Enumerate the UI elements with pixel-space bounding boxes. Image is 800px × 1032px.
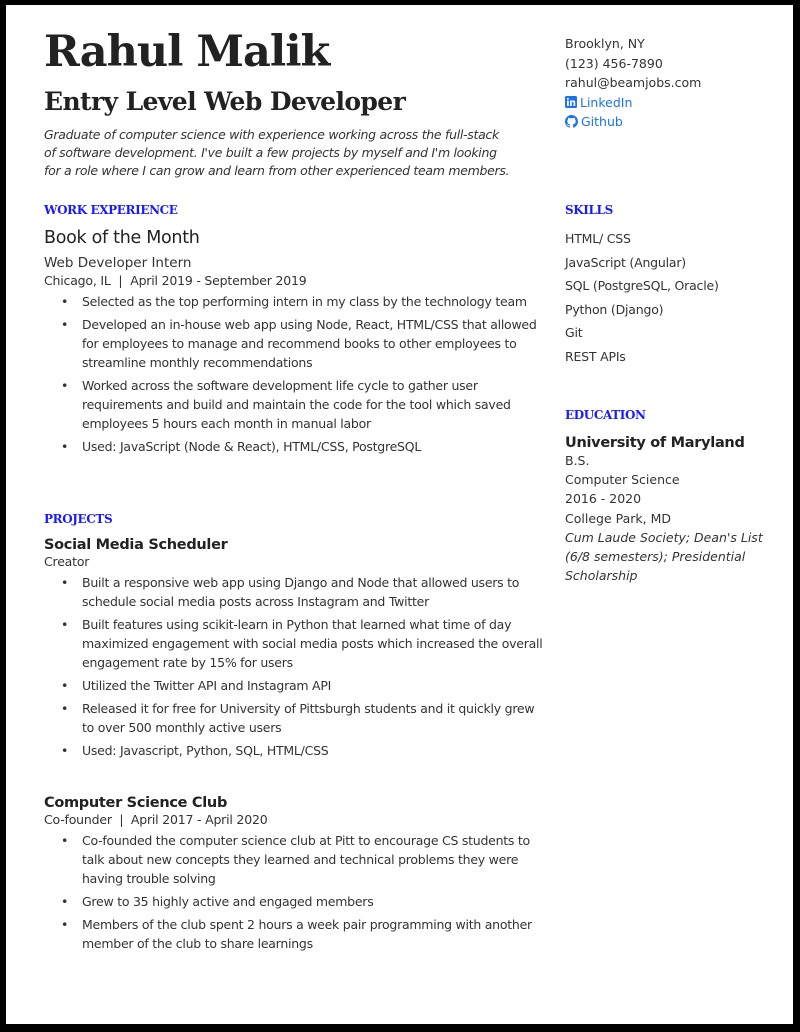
project-name: Computer Science Club (44, 795, 228, 811)
list-item: • Utilized the Twitter API and Instagram API (44, 676, 544, 695)
project-name: Social Media Scheduler (44, 537, 228, 553)
work-experience-heading: WORK EXPERIENCE (44, 203, 178, 217)
skill-item: SQL (PostgreSQL, Oracle) (565, 278, 719, 293)
projects-heading: PROJECTS (44, 512, 113, 526)
contact-email[interactable]: rahul@beamjobs.com (565, 75, 702, 90)
project-bullets (44, 831, 544, 953)
contact-location: Brooklyn, NY (565, 36, 645, 51)
list-item: • Co-founded the computer science club at Pitt to encourage CS students to talk about new concepts they learned and technical problems they were having trouble solving (44, 831, 544, 888)
skill-item: HTML/ CSS (565, 231, 631, 246)
candidate-name: Rahul Malik (44, 27, 330, 77)
list-item: • Worked across the software development life cycle to gather user requirements and build and maintain the code for the tool which saved employees 5 hours each month in manual labor (44, 376, 544, 433)
list-item: • Used: JavaScript (Node & React), HTML/CSS, PostgreSQL (44, 437, 544, 456)
summary: Graduate of computer science with experience working across the full-stack of software development. I've built a few projects by myself and I'm looking for a role where I can grow and learn from other experienced team members. (44, 127, 510, 178)
education-heading: EDUCATION (565, 408, 646, 422)
job-entry (44, 228, 544, 460)
skill-item: Git (565, 325, 583, 340)
job-dates: April 2019 - September 2019 (130, 273, 307, 288)
job-location: Chicago, IL (44, 273, 111, 288)
list-item: • Developed an in-house web app using Node, React, HTML/CSS that allowed for employees to manage and recommend books to other employees to streamline monthly recommendations (44, 315, 544, 372)
skill-item: Python (Django) (565, 301, 664, 317)
linkedin-icon (565, 96, 577, 108)
github-link[interactable] (565, 112, 701, 132)
project-entry (44, 795, 544, 957)
list-item: • Grew to 35 highly active and engaged members (44, 892, 544, 911)
list-item: • Built features using scikit-learn in Python that learned what time of day maximized engagement with social media posts which increased the overall engagement rate by 15% for users (44, 615, 544, 672)
project-meta: Creator (44, 554, 90, 569)
list-item: • Used: Javascript, Python, SQL, HTML/CSS (44, 741, 544, 760)
job-separator: | (118, 273, 123, 288)
project-meta: Co-founder | April 2017 - April 2020 (44, 812, 268, 827)
skills-list (565, 227, 719, 368)
github-label: Github (581, 114, 623, 129)
list-item: • Selected as the top performing intern in my class by the technology team (44, 292, 544, 311)
contact-phone: (123) 456-7890 (565, 55, 663, 71)
job-role: Web Developer Intern (44, 255, 192, 271)
education-degree: B.S. (565, 453, 590, 468)
education-dates: 2016 - 2020 (565, 491, 642, 507)
candidate-title: Entry Level Web Developer (44, 87, 406, 116)
education-honors: Cum Laude Society; Dean's List (6/8 semesters); Presidential Scholarship (565, 529, 763, 584)
linkedin-link[interactable] (565, 93, 701, 113)
contact-block (565, 34, 701, 132)
education-school: University of Maryland (565, 435, 745, 451)
education-major: Computer Science (565, 472, 680, 488)
education-location: College Park, MD (565, 510, 671, 526)
job-company: Book of the Month (44, 228, 200, 248)
job-bullets (44, 292, 544, 456)
skill-item: JavaScript (Angular) (565, 254, 686, 270)
skill-item: REST APIs (565, 348, 626, 364)
project-bullets (44, 573, 544, 760)
linkedin-label: LinkedIn (580, 94, 633, 110)
list-item: • Released it for free for University of Pittsburgh students and it quickly grew to over 500 monthly active users (44, 699, 544, 737)
github-icon (565, 115, 578, 128)
list-item: • Built a responsive web app using Django and Node that allowed users to schedule social media posts across Instagram and Twitter (44, 573, 544, 611)
job-meta (44, 273, 544, 288)
skills-heading: SKILLS (565, 203, 613, 217)
list-item: • Members of the club spent 2 hours a week pair programming with another member of the club to share learnings (44, 915, 544, 953)
resume-page (6, 5, 793, 1024)
project-entry (44, 537, 544, 764)
education-entry (565, 435, 765, 585)
